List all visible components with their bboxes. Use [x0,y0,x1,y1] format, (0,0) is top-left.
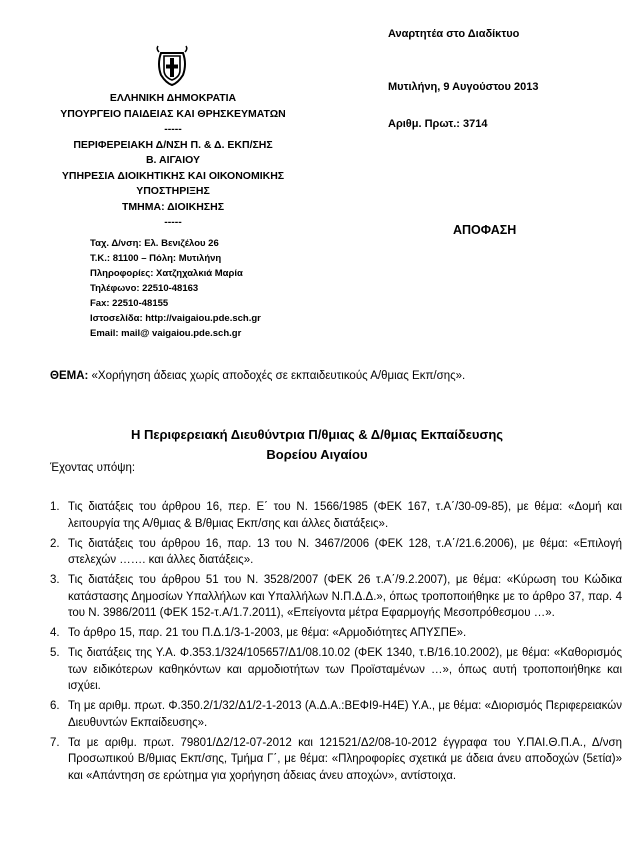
department-name: ΤΜΗΜΑ: ΔΙΟΙΚΗΣΗΣ [122,200,224,213]
contact-fax: Fax: 22510-48155 [90,298,169,309]
authority-region: Βορείου Αιγαίου [266,447,368,462]
subject-label: ΘΕΜΑ: [50,370,89,382]
greek-emblem-icon [155,44,189,86]
subject-text: «Χορήγηση άδειας χωρίς αποδοχές σε εκπαιδευτικούς Α/θμιας Εκπ/σης». [88,370,466,382]
item-text: Τις διατάξεις της Υ.Α. Φ.353.1/324/105657/Δ1/08.10.02 (ΦΕΚ 1340, τ.Β/16.10.2002), με θέμα: «Καθορισμός των ειδικότερων καθηκόντων και αρμοδιοτήτων των Προϊσταμένων …», όπως αυτή τροποποιήθηκε και ισχύει. [68,647,622,692]
list-item [50,698,622,731]
item-text: Τη με αριθμ. πρωτ. Φ.350.2/1/32/Δ1/2-1-2013 (Α.Δ.Α.:ΒΕΦΙ9-Η4Ε) Υ.Α., με θέμα: «Διορισμός Περιφερειακών Διευθυντών Εκπαίδευσης». [68,700,622,729]
protocol-number: Αριθμ. Πρωτ.: 3714 [388,118,488,130]
contact-block [90,236,330,341]
issuer-header [40,91,306,231]
directorate-name: ΠΕΡΙΦΕΡΕΙΑΚΗ Δ/ΝΣΗ Π. & Δ. ΕΚΠ/ΣΗΣ [73,138,273,151]
contact-address: Ταχ. Δ/νση: Ελ. Βενιζέλου 26 [90,238,219,249]
item-number: 1. [50,501,60,513]
item-number: 4. [50,627,60,639]
list-item [50,735,622,785]
contact-phone: Τηλέφωνο: 22510-48163 [90,283,199,294]
item-number: 3. [50,574,60,586]
authority-title: Η Περιφερειακή Διευθύντρια Π/θμιας & Δ/θμιας Εκπαίδευσης [130,427,504,442]
item-number: 6. [50,700,60,712]
republic-name: ΕΛΛΗΝΙΚΗ ΔΗΜΟΚΡΑΤΙΑ [109,92,237,104]
legal-basis-list [50,499,622,788]
list-item [50,625,622,642]
directorate-region: Β. ΑΙΓΑΙΟΥ [145,154,201,166]
separator: ----- [164,123,182,135]
item-number: 2. [50,537,60,550]
item-number: 5. [50,647,60,659]
contact-postal: Τ.Κ.: 81100 – Πόλη: Μυτιλήνη [90,253,222,264]
separator: ----- [164,216,182,228]
place-date: Μυτιλήνη, 9 Αυγούστου 2013 [388,81,539,93]
item-text: Το άρθρο 15, παρ. 21 του Π.Δ.1/3-1-2003, με θέμα: «Αρμοδιότητες ΑΠΥΣΠΕ». [68,627,467,639]
considering-label: Έχοντας υπόψη: [50,462,136,474]
subject-line [50,370,465,382]
item-text: Τις διατάξεις του άρθρου 16, παρ. 13 του Ν. 3467/2006 (ΦΕΚ 128, τ.Α΄/21.6.2006), με θέμα: «Επιλογή στελεχών ……. και άλλες διατάξεις». [68,537,622,566]
list-item [50,536,622,569]
list-item [50,645,622,695]
service-name: ΥΠΗΡΕΣΙΑ ΔΙΟΙΚΗΤΙΚΗΣ ΚΑΙ ΟΙΚΟΝΟΜΙΚΗΣ [61,169,285,182]
item-text: Τα με αριθμ. πρωτ. 79801/Δ2/12-07-2012 και 121521/Δ2/08-10-2012 έγγραφα του Υ.ΠΑΙ.Θ.Π.Α., Δ/νση Προσωπικού Β/θμιας Εκπ/σης, Τμήμα Γ΄, με θέμα: «Πληροφορίες σχετικά με άδεια άνευ αποδοχών (5ετία)» και «Απάντηση σε ερώτημα για χορήγηση άδειας άνευ απoχών», αντίστοιχα. [68,736,622,782]
item-text: Τις διατάξεις του άρθρου 16, περ. Ε΄ του Ν. 1566/1985 (ΦΕΚ 167, τ.Α΄/30-09-85), με θέμα: «Δομή και λειτουργία της Α/θμιας & Β/θμιας Εκπ/σης και άλλες διατάξεις». [68,501,622,530]
item-number: 7. [50,736,60,749]
decision-title: ΑΠΟΦΑΣΗ [453,223,517,237]
posting-note: Αναρτητέα στο Διαδίκτυο [388,28,520,40]
contact-info: Πληροφορίες: Χατζηχαλκιά Μαρία [90,268,243,279]
ministry-name: ΥΠΟΥΡΓΕΙΟ ΠΑΙΔΕΙΑΣ ΚΑΙ ΘΡΗΣΚΕΥΜΑΤΩΝ [60,107,286,120]
contact-email: Email: mail@ vaigaiou.pde.sch.gr [90,328,242,339]
contact-website: Ιστοσελίδα: http://vaigaiou.pde.sch.gr [90,313,261,324]
list-item [50,572,622,622]
item-text: Τις διατάξεις του άρθρου 51 του Ν. 3528/2007 (ΦΕΚ 26 τ.Α΄/9.2.2007), με θέμα: «Κύρωση του Κώδικα κατάστασης Δημοσίων Υπαλλήλων και Υπαλλήλων Ν.Π.Δ.Δ.», όπως τροποποιήθηκε με το άρθρο 37, παρ. 4 του Ν. 3986/2011 (ΦΕΚ 152-τ.Α/1.7.2011), «Επείγοντα μέτρα Εφαρμογής Μεσοπρόθεσμου …». [68,574,622,619]
authority-heading [0,425,634,465]
service-name-cont: ΥΠΟΣΤΗΡΙΞΗΣ [136,185,210,197]
list-item [50,499,622,532]
